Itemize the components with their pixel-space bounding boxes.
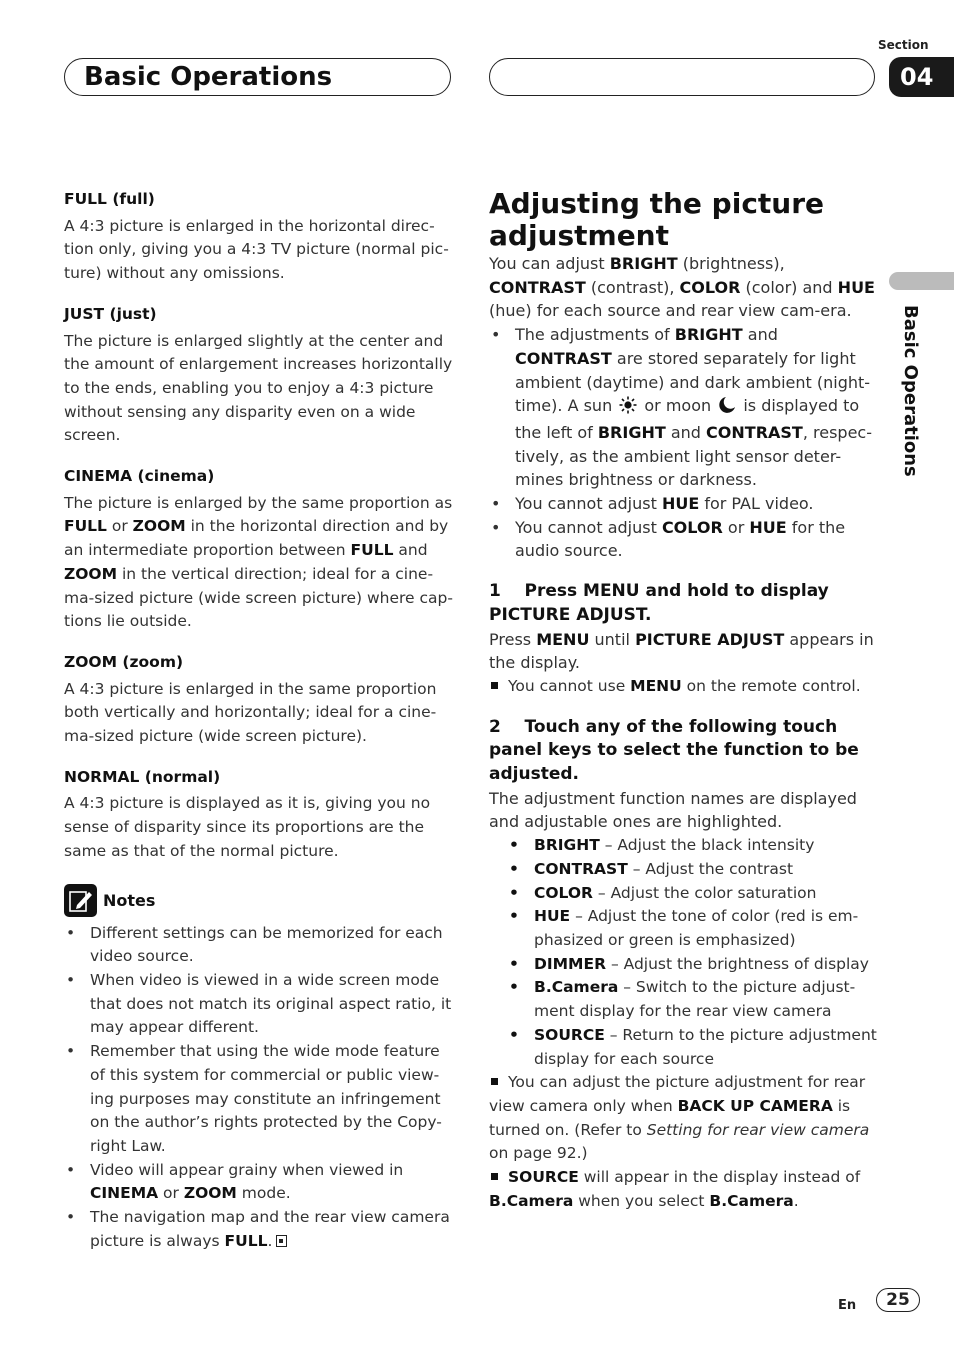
note-square-icon	[491, 682, 498, 689]
text-run: You can adjust	[489, 254, 610, 273]
page-header-title: Basic Operations	[84, 62, 333, 92]
bold-run: FULL	[64, 517, 107, 536]
normal-text: A 4:3 picture is displayed as it is, giving you no sense of disparity since its proportions are the same as that of the normal picture.	[64, 794, 431, 860]
text-run: (color) and	[740, 277, 838, 297]
bold-run: ZOOM	[132, 517, 186, 536]
language-label: En	[838, 1298, 857, 1313]
text-run: and	[742, 325, 778, 345]
full-text: A 4:3 picture is enlarged in the horizontal direc-tion only, giving you a 4:3 TV picture (normal pic-ture) without any omissions.	[64, 216, 449, 283]
text-run: or	[158, 1184, 184, 1203]
function-desc: – Adjust the color saturation	[593, 883, 817, 902]
right-column	[489, 188, 879, 1213]
intro-text	[489, 252, 879, 323]
text-run: and	[393, 541, 428, 560]
bullet-item	[489, 492, 879, 516]
camera-note	[489, 1071, 879, 1166]
note-item: • Different settings can be memorized for each video source.	[64, 922, 454, 969]
text-run: in the vertical direction; ideal for a cine-ma-sized picture (wide screen picture) where cap-tions lie outside.	[64, 564, 453, 631]
step-1-heading: 1 Press MENU and hold to display PICTURE ADJUST.	[489, 581, 835, 625]
bold-run: COLOR	[679, 277, 741, 297]
notes-pencil-icon	[64, 884, 97, 917]
function-name: CONTRAST	[534, 859, 628, 878]
text-run: or	[722, 517, 750, 537]
bold-run: PICTURE ADJUST	[635, 629, 785, 649]
text-run: when you select	[573, 1191, 710, 1210]
text-run: You cannot use	[508, 676, 631, 695]
bold-run: COLOR	[661, 517, 723, 537]
bold-run: ZOOM	[183, 1184, 237, 1203]
zoom-heading: ZOOM (zoom)	[64, 652, 184, 671]
text-run: is turned on. (Refer to	[489, 1096, 851, 1139]
bold-run: CONTRAST	[515, 348, 612, 368]
function-item	[489, 953, 879, 977]
cinema-text	[64, 492, 454, 634]
note-item: • When video is viewed in a wide screen mode that does not match its original aspect ratio, it may appear different.	[64, 969, 454, 1040]
text-run: is displayed to the left of	[515, 396, 860, 442]
bold-run: CONTRAST	[489, 277, 586, 297]
function-item	[489, 882, 879, 906]
function-name: COLOR	[534, 883, 593, 902]
text-run: and	[665, 422, 707, 442]
bold-run: BRIGHT	[609, 254, 678, 273]
note-item	[64, 1159, 454, 1206]
bold-run: FULL	[350, 541, 394, 560]
function-name: DIMMER	[534, 954, 607, 973]
function-name: SOURCE	[534, 1025, 605, 1044]
step-1-note	[489, 675, 879, 699]
end-of-section-icon	[276, 1235, 287, 1247]
bold-run: BRIGHT	[674, 325, 743, 345]
notes-header	[64, 884, 454, 918]
note-square-icon	[491, 1173, 498, 1180]
text-run: are stored separately for light ambient (daytime) and dark ambient (night-time). A sun	[515, 348, 871, 416]
header-blank-frame	[489, 58, 875, 96]
text-run: for PAL video.	[699, 494, 814, 514]
bold-run: MENU	[630, 676, 682, 695]
page-number: 25	[876, 1288, 920, 1312]
normal-heading: NORMAL (normal)	[64, 767, 221, 786]
text-run: mode.	[236, 1184, 291, 1203]
section-heading: Adjusting the picture adjustment	[489, 187, 825, 252]
function-desc: – Adjust the contrast	[627, 859, 794, 878]
text-run: The navigation map and the rear view camera picture is always	[90, 1208, 450, 1250]
notes-label: Notes	[103, 890, 156, 910]
bold-run: ZOOM	[64, 564, 118, 583]
text-run: or moon	[639, 396, 717, 416]
side-tab-label: Basic Operations	[900, 305, 921, 477]
full-heading: FULL (full)	[64, 190, 155, 208]
text-run: You cannot adjust	[515, 494, 662, 514]
bold-run: HUE	[837, 277, 875, 297]
function-name: BRIGHT	[534, 836, 600, 855]
function-desc: – Adjust the tone of color (red is em-phasized or green is emphasized)	[534, 907, 859, 949]
function-desc: – Adjust the brightness of display	[606, 954, 869, 973]
function-list	[489, 834, 879, 1071]
source-note	[489, 1166, 879, 1213]
text-run: until	[589, 629, 636, 649]
note-item: • Remember that using the wide mode feature of this system for commercial or public view-ing purposes may constitute an infringement on the author’s rights protected by the Copy-right Law.	[64, 1040, 454, 1159]
function-item	[489, 858, 879, 882]
section-number-badge: 04	[889, 57, 954, 97]
note-item	[64, 1206, 454, 1253]
bullet-item	[489, 323, 879, 492]
just-heading: JUST (just)	[64, 304, 157, 323]
text-run: You cannot adjust	[515, 517, 662, 537]
cinema-heading: CINEMA (cinema)	[64, 467, 215, 486]
function-desc: – Adjust the black intensity	[599, 836, 815, 855]
bold-run: CINEMA	[90, 1184, 159, 1203]
text-run: will appear in the display instead of	[578, 1168, 861, 1187]
function-item	[489, 976, 879, 1023]
text-run: Video will appear grainy when viewed in	[90, 1160, 404, 1179]
bold-run: B.Camera	[489, 1191, 574, 1210]
text-run: on the remote control.	[681, 676, 861, 695]
bold-run: CONTRAST	[706, 422, 803, 442]
text-run: , respec-tively, as the ambient light sensor deter-mines brightness or darkness.	[515, 422, 872, 490]
step-1-text	[489, 628, 879, 675]
italic-run: Setting for rear view camera	[646, 1120, 870, 1139]
bold-run: B.Camera	[709, 1191, 794, 1210]
bold-run: MENU	[536, 629, 590, 649]
text-run: (hue) for each source and rear view cam-era.	[489, 301, 852, 321]
bold-run: HUE	[749, 517, 787, 537]
text-run: .	[267, 1231, 273, 1250]
text-run: You can adjust the picture adjustment for rear view camera only when	[489, 1073, 866, 1115]
text-run: .	[793, 1191, 799, 1210]
text-run: or	[106, 517, 133, 536]
bold-run: SOURCE	[508, 1168, 579, 1187]
text-run: appears in the display.	[489, 629, 874, 673]
function-item	[489, 834, 879, 858]
bold-run: HUE	[661, 494, 700, 514]
step-2-heading: 2 Touch any of the following touch panel keys to select the function to be adjusted.	[489, 716, 865, 785]
function-item	[489, 1024, 879, 1071]
left-column	[64, 188, 454, 1253]
notes-list	[64, 922, 454, 1254]
moon-icon	[718, 396, 736, 421]
text-run: (contrast),	[585, 277, 680, 297]
bold-run: FULL	[224, 1231, 268, 1250]
bold-run: BACK UP CAMERA	[677, 1096, 833, 1115]
text-run: The picture is enlarged by the same proportion as	[64, 493, 453, 512]
side-tab-marker	[889, 272, 954, 290]
text-run: on page 92.)	[489, 1144, 588, 1163]
note-square-icon	[491, 1078, 498, 1085]
text-run: for the audio source.	[515, 517, 846, 561]
bullet-item	[489, 516, 879, 563]
step-2-text: The adjustment function names are displayed and adjustable ones are highlighted.	[489, 788, 857, 832]
just-text: The picture is enlarged slightly at the center and the amount of enlargement increases horizontally to the ends, enabling you to enjoy a 4:3 picture without sensing any disparity even on a wide screen.	[64, 331, 453, 445]
section-label: Section	[878, 38, 929, 52]
text-run: Press	[489, 629, 537, 649]
function-item	[489, 905, 879, 952]
text-run: (brightness),	[677, 254, 785, 273]
function-desc: – Switch to the picture adjust-ment display for the rear view camera	[534, 978, 856, 1021]
bold-run: BRIGHT	[597, 422, 666, 442]
function-name: B.Camera	[534, 978, 619, 997]
intro-bullets	[489, 323, 879, 563]
function-desc: – Return to the picture adjustment display for each source	[534, 1025, 877, 1068]
text-run: The adjustments of	[515, 325, 675, 345]
zoom-text: A 4:3 picture is enlarged in the same proportion both vertically and horizontally; ideal for a cine-ma-sized picture (wide screen picture).	[64, 679, 437, 746]
function-name: HUE	[534, 907, 571, 926]
text-run: in the horizontal direction and by an intermediate proportion between	[64, 517, 449, 560]
sun-icon	[619, 396, 637, 421]
